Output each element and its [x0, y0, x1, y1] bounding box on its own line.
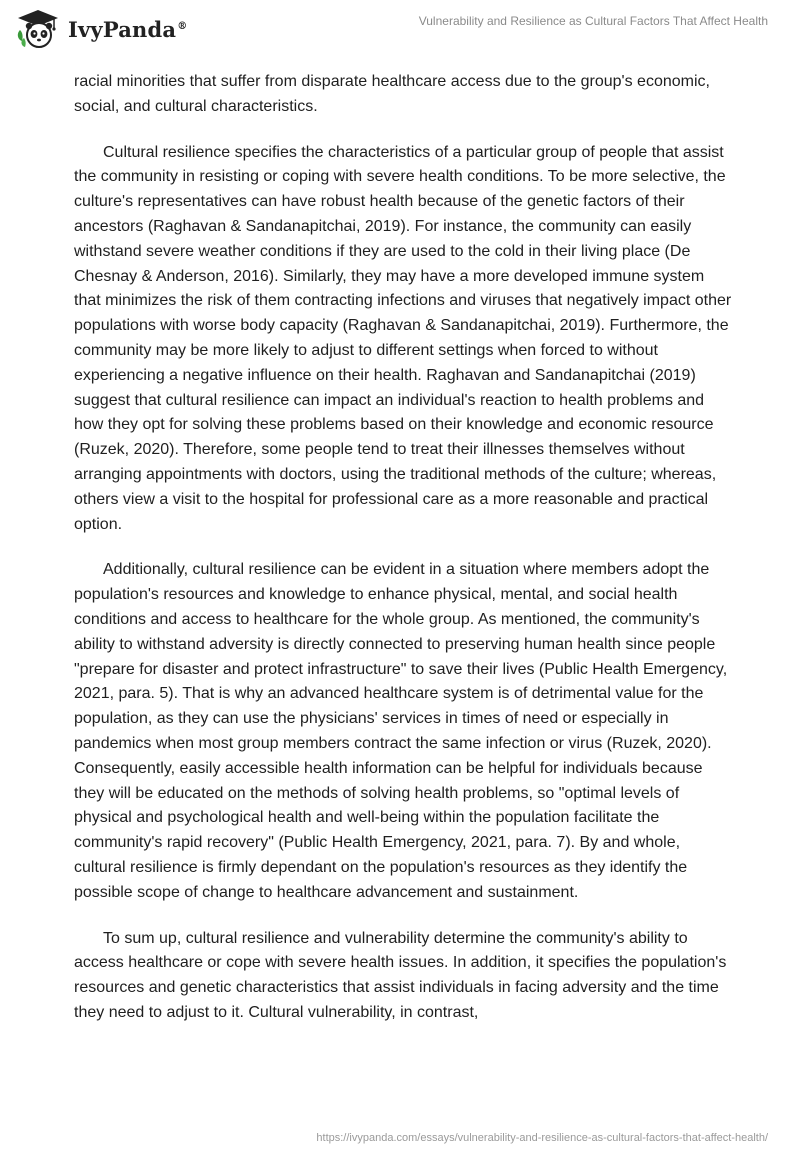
logo-text: IvyPanda — [68, 16, 177, 42]
ivypanda-logo[interactable] — [14, 8, 187, 50]
paragraph: To sum up, cultural resilience and vulnerability determine the community's ability to access healthcare or cope with severe health issues. In addition, it specifies the population's resources and genetic characteristics that assist individuals in facing adversity and the time they need to adjust to it. Cultural vulnerability, in contrast, — [74, 929, 727, 1021]
panda-graduate-icon — [14, 8, 62, 50]
essay-body — [74, 70, 734, 1047]
paragraph-continuation: racial minorities that suffer from disparate healthcare access due to the group's economic, social, and cultural characteristics. — [74, 73, 710, 115]
logo-wordmark — [68, 17, 187, 42]
document-title: Vulnerability and Resilience as Cultural Factors That Affect Health — [418, 14, 768, 28]
source-url[interactable]: https://ivypanda.com/essays/vulnerability-and-resilience-as-cultural-factors-that-affect-health/ — [316, 1132, 768, 1144]
paragraph: Cultural resilience specifies the characteristics of a particular group of people that assist the community in resisting or coping with severe health conditions. To be more selective, the culture's representatives can have robust health because of the genetic factors of their ancestors (Raghavan & Sandanapitchai, 2019). For instance, the community can easily withstand severe weather conditions if they are used to the cold in their living place (De Chesnay & Anderson, 2016). Similarly, they may have a more developed immune system that minimizes the risk of them contracting infections and viruses that negatively impact other populations with worse body capacity (Raghavan & Sandanapitchai, 2019). Furthermore, the community may be more likely to adjust to different settings when forced to without experiencing a negative influence on their health. Raghavan and Sandanapitchai (2019) suggest that cultural resilience can impact an individual's reaction to health problems and how they opt for solving these problems based on their knowledge and economic resource (Ruzek, 2020). Therefore, some people tend to treat their illnesses themselves without arranging appointments with doctors, using the traditional methods of the culture; whereas, others view a visit to the hospital for professional care as a more reasonable and practical option. — [74, 143, 732, 533]
paragraph: Additionally, cultural resilience can be evident in a situation where members adopt the population's resources and knowledge to enhance physical, mental, and social health conditions and access to healthcare for the whole group. As mentioned, the community's ability to withstand adversity is directly connected to preserving human health since people "prepare for disaster and protect infrastructure" to save their lives (Public Health Emergency, 2021, para. 5). That is why an advanced healthcare system is of detrimental value for the population, as they can use the physicians' services in times of need or especially in pandemics when most group members contract the same infection or virus (Ruzek, 2020). Consequently, easily accessible health information can be helpful for individuals because they will be educated on the methods of solving health problems, so "optimal levels of physical and psychological health and well-being within the population facilitate the community's rapid recovery" (Public Health Emergency, 2021, para. 7). By and whole, cultural resilience is firmly dependant on the population's resources as they identify the possible scope of change to healthcare advancement and sustainment. — [74, 561, 728, 901]
page-header — [0, 0, 800, 60]
registered-mark: ® — [177, 20, 188, 32]
